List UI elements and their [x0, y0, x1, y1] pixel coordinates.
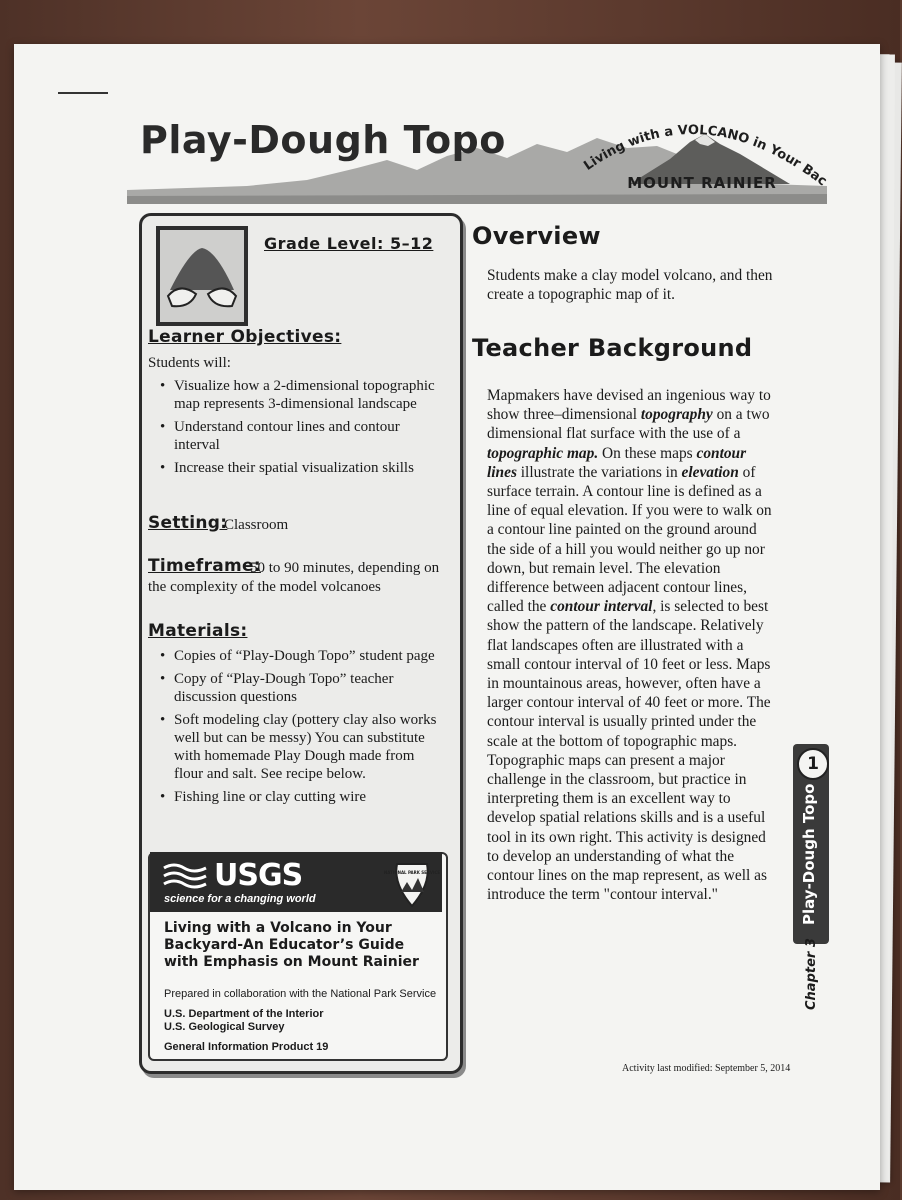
list-item: • Increase their spatial visualization skills: [158, 459, 443, 477]
overview-heading: Overview: [472, 222, 601, 250]
product-number: General Information Product 19: [164, 1041, 329, 1053]
dept-interior: U.S. Department of the Interior: [164, 1008, 324, 1020]
grade-level: Grade Level: 5–12: [264, 234, 434, 253]
guide-title: Living with a Volcano in Your Backyard-An Educator’s Guide with Emphasis on Mount Rainier: [164, 920, 419, 970]
materials-list: [158, 647, 443, 811]
prepared-note: Prepared in collaboration with the National Park Service: [164, 988, 437, 1000]
background-text-run: Mapmakers have devised an ingenious way to show three–dimensional: [487, 387, 771, 424]
usgs-tagline: science for a changing world: [164, 893, 316, 905]
nps-arrowhead-icon: [383, 862, 441, 908]
timeframe-value: 50 to 90 minutes, depending on the complexity of the model volcanoes: [148, 560, 440, 595]
term-topographic-map: topographic map.: [487, 444, 599, 462]
background-text: [487, 386, 777, 904]
badge-subtitle: MOUNT RAINIER: [627, 174, 777, 192]
background-text-run: illustrate the variations in: [516, 463, 682, 481]
last-modified: Activity last modified: September 5, 2014: [622, 1063, 791, 1074]
term-elevation: elevation: [681, 463, 739, 481]
setting-heading: Setting:: [148, 513, 228, 533]
activity-number: 1: [797, 748, 829, 780]
setting-value: Classroom: [224, 517, 289, 533]
page-title: Play-Dough Topo: [140, 118, 506, 162]
pen-mark: [58, 92, 108, 94]
list-item: • Fishing line or clay cutting wire: [158, 788, 443, 806]
objectives-intro: Students will:: [148, 355, 231, 371]
background-text-run: on a two dimensional flat surface with the use of a: [487, 406, 770, 443]
background-text-run: , is selected to best show the pattern of the landscape. Relatively flat landscapes often are illustrated with a small contour interval of 10 feet or less. Maps in mountainous areas, however, often have a larger contour interval of 40 feet or more. The contour interval is usually printed under the scale at the bottom of topographic maps. Topographic maps can present a major challenge in the classroom, but practice in interpreting them is an excellent way to develop spatial relations skills and is a useful tool in its own right. This activity is designed to develop an understanding of what the contour lines on the map represent, as well as introduce the term "contour interval.": [487, 598, 771, 904]
term-contour-lines: contour lines: [487, 444, 747, 481]
side-tab-label: Play-Dough Topo: [800, 783, 818, 925]
list-item: • Copy of “Play-Dough Topo” teacher discussion questions: [158, 670, 443, 706]
list-item: • Understand contour lines and contour interval: [158, 418, 443, 454]
background-text-run: of surface terrain. A contour line is defined as a line of equal elevation. If you were to walk on a contour line painted on the ground around the side of a hill you would neither go up nor down, but remain level. The elevation difference between adjacent contour lines, called the: [487, 463, 772, 616]
overview-text: Students make a clay model volcano, and then create a topographic map of it.: [487, 267, 773, 304]
background-text-run: On these maps: [598, 444, 697, 462]
timeframe-heading: Timeframe:: [148, 556, 261, 576]
list-item: • Soft modeling clay (pottery clay also works well but can be messy) You can substitute with homemade Play Dough made from flour and salt. See recipe below.: [158, 711, 443, 783]
usgs-logo: USGS: [214, 858, 303, 893]
nps-badge-text: NATIONAL PARK SERVICE: [383, 870, 441, 875]
objectives-list: [158, 377, 443, 482]
badge-arc-text: Living with a VOLCANO in Your Bac: [581, 122, 830, 190]
term-topography: topography: [640, 406, 713, 424]
hands-clay-icon: [156, 226, 248, 326]
term-contour-interval: contour interval: [550, 598, 653, 616]
objectives-heading: Learner Objectives:: [148, 327, 342, 347]
background-heading: Teacher Background: [472, 334, 753, 362]
chapter-label: Chapter 3: [804, 938, 819, 1010]
materials-heading: Materials:: [148, 621, 248, 641]
dept-geological: U.S. Geological Survey: [164, 1021, 285, 1033]
list-item: • Copies of “Play-Dough Topo” student page: [158, 647, 443, 665]
usgs-wave-icon: [162, 862, 208, 890]
list-item: • Visualize how a 2-dimensional topographic map represents 3-dimensional landscape: [158, 377, 443, 413]
